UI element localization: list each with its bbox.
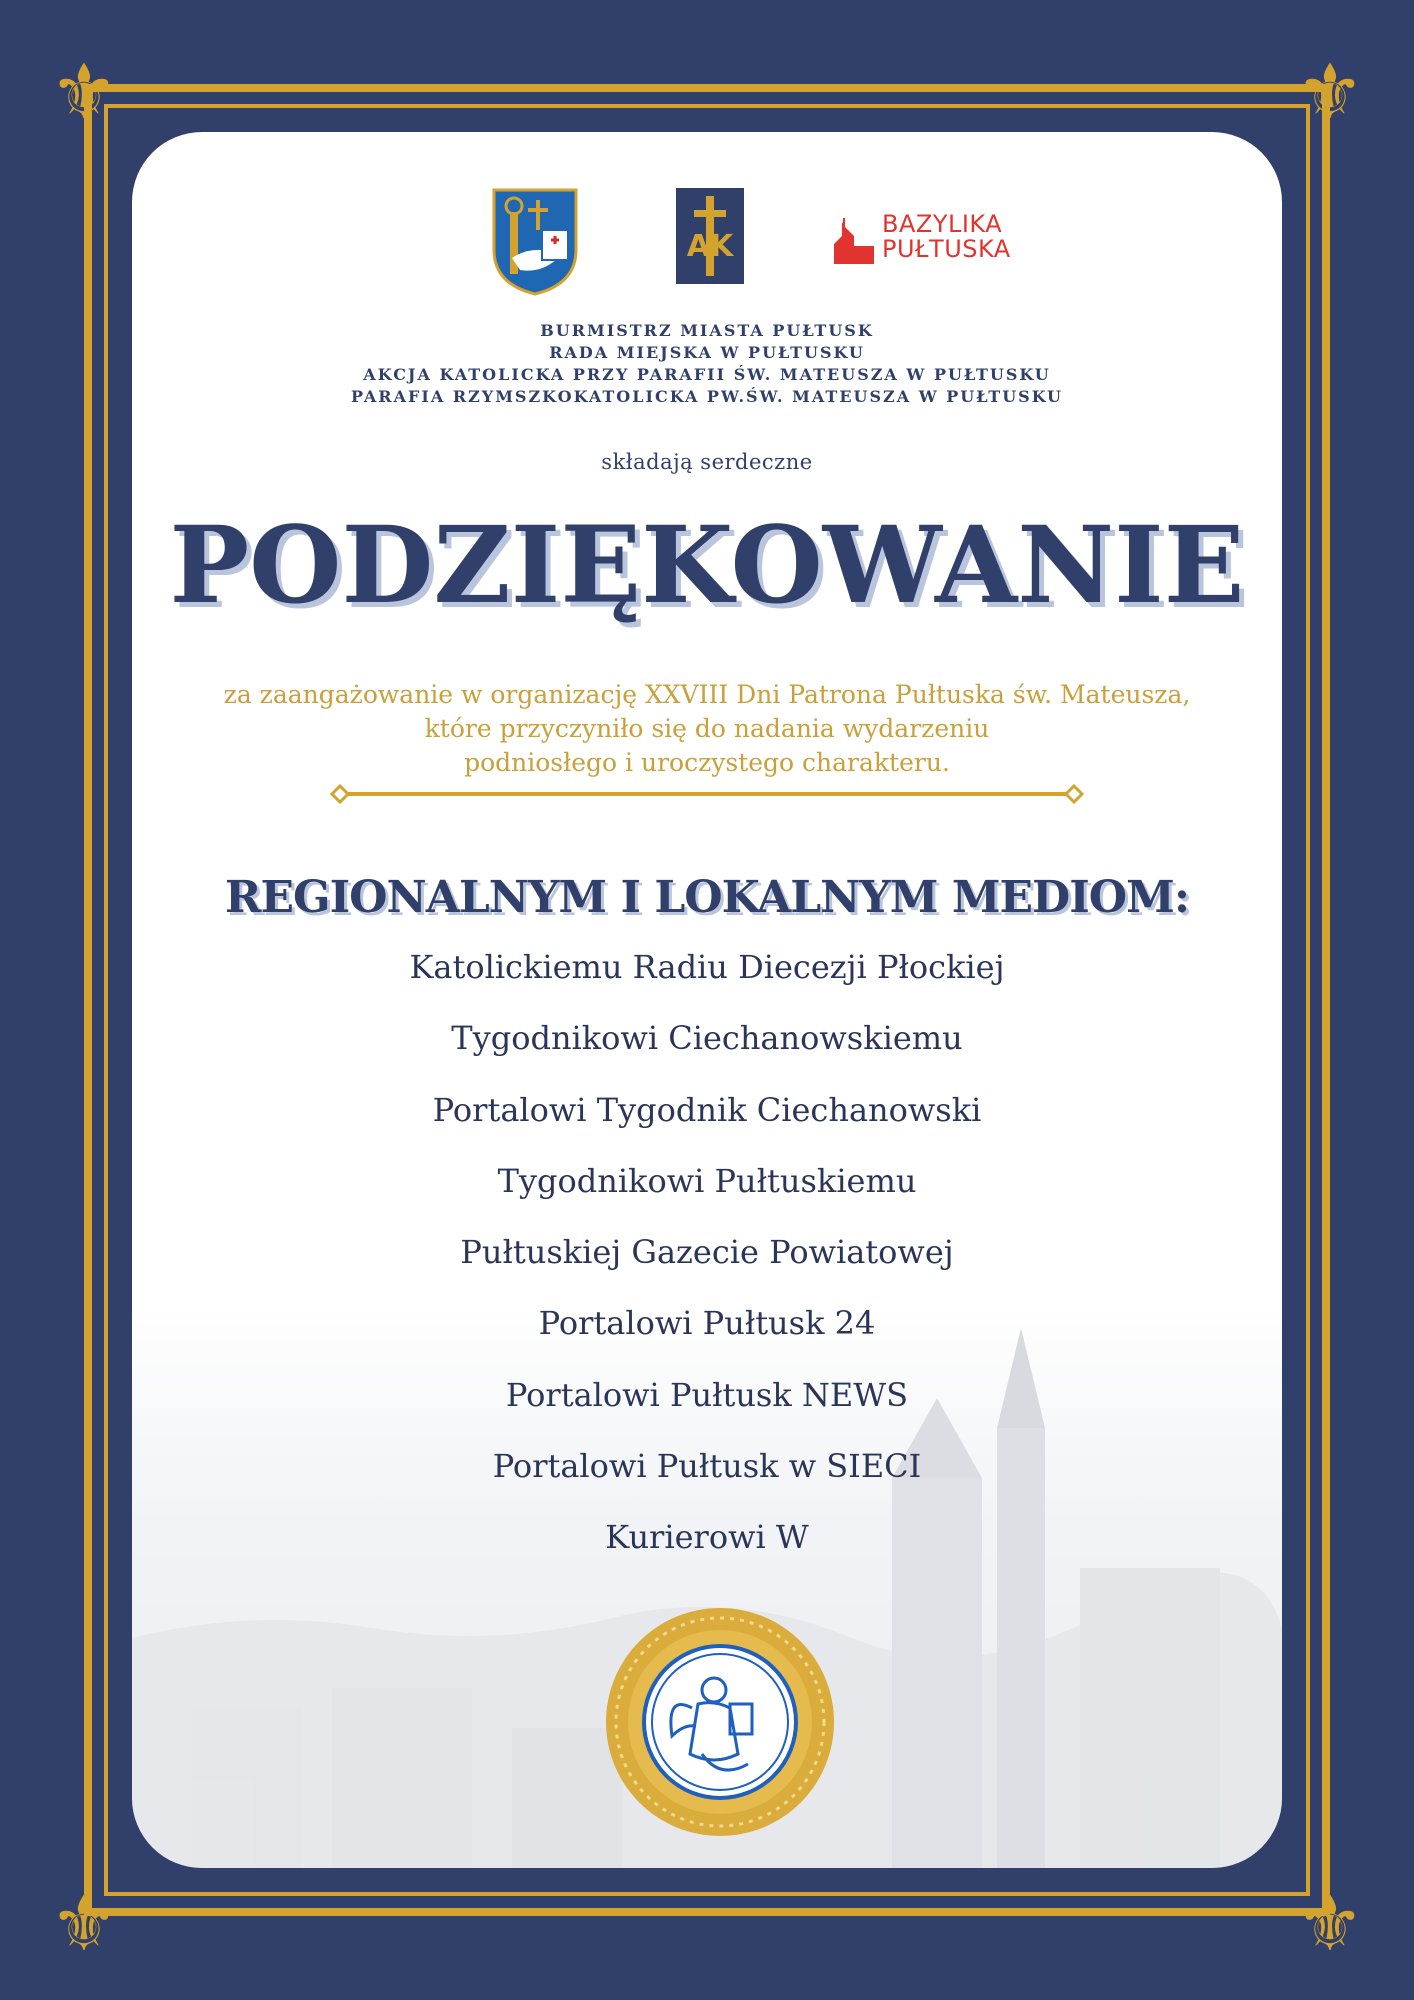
list-item: Pułtuskiej Gazecie Powiatowej — [460, 1233, 954, 1272]
basilica-name-line1: BAZYLIKA — [882, 210, 1003, 238]
reason-line: które przyczyniło się do nadania wydarzeniu — [424, 714, 990, 743]
logo-row — [132, 188, 1282, 288]
reason-line: za zaangażowanie w organizację XXVIII Dni Patrona Pułtuska św. Mateusza, — [223, 680, 1191, 709]
list-item: Portalowi Pułtusk 24 — [538, 1304, 876, 1343]
list-item: Portalowi Pułtusk w SIECI — [492, 1447, 922, 1486]
basilica-logo — [832, 212, 1032, 272]
organizer-line: RADA MIEJSKA W PUŁTUSKU — [549, 343, 865, 362]
list-item: Portalowi Tygodnik Ciechanowski — [432, 1090, 982, 1129]
basilica-name-line2: PUŁTUSKA — [882, 235, 1011, 263]
reason-line: podniosłego i uroczystego charakteru. — [464, 748, 950, 777]
ak-logo — [676, 188, 744, 284]
list-item: Tygodnikowi Ciechanowskiemu — [451, 1019, 963, 1058]
fleur-de-lis-icon: ⚜ — [1295, 47, 1365, 136]
church-icon — [832, 218, 876, 264]
ornamental-divider — [330, 784, 1084, 804]
list-item: Tygodnikowi Pułtuskiemu — [497, 1161, 917, 1200]
organizer-line: AKCJA KATOLICKA PRZY PARAFII ŚW. MATEUSZA W PUŁTUSKU — [363, 365, 1051, 384]
coat-of-arms-icon — [492, 188, 578, 296]
fleur-de-lis-icon: ⚜ — [1295, 1879, 1365, 1968]
list-item: Portalowi Pułtusk NEWS — [505, 1375, 909, 1414]
list-item: Kurierowi W — [605, 1518, 809, 1557]
certificate-paper — [132, 132, 1282, 1868]
reason-text — [132, 678, 1282, 780]
section-heading: REGIONALNYM I LOKALNYM MEDIOM: — [224, 872, 1190, 923]
fleur-de-lis-icon: ⚜ — [49, 1879, 119, 1968]
svg-text:AK: AK — [686, 229, 734, 264]
lead-text: składają serdeczne — [601, 450, 813, 474]
organizer-line: BURMISTRZ MIASTA PUŁTUSK — [540, 321, 874, 340]
media-list — [132, 932, 1282, 1574]
list-item: Katolickiemu Radiu Diecezji Płockiej — [409, 948, 1005, 986]
seal-icon — [602, 1604, 838, 1840]
page-title: PODZIĘKOWANIE — [169, 502, 1245, 627]
fleur-de-lis-icon: ⚜ — [49, 47, 119, 136]
organizer-line: PARAFIA RZYMSZKOKATOLICKA PW.ŚW. MATEUSZA W PUŁTUSKU — [351, 387, 1063, 406]
organizers-list — [132, 320, 1282, 408]
